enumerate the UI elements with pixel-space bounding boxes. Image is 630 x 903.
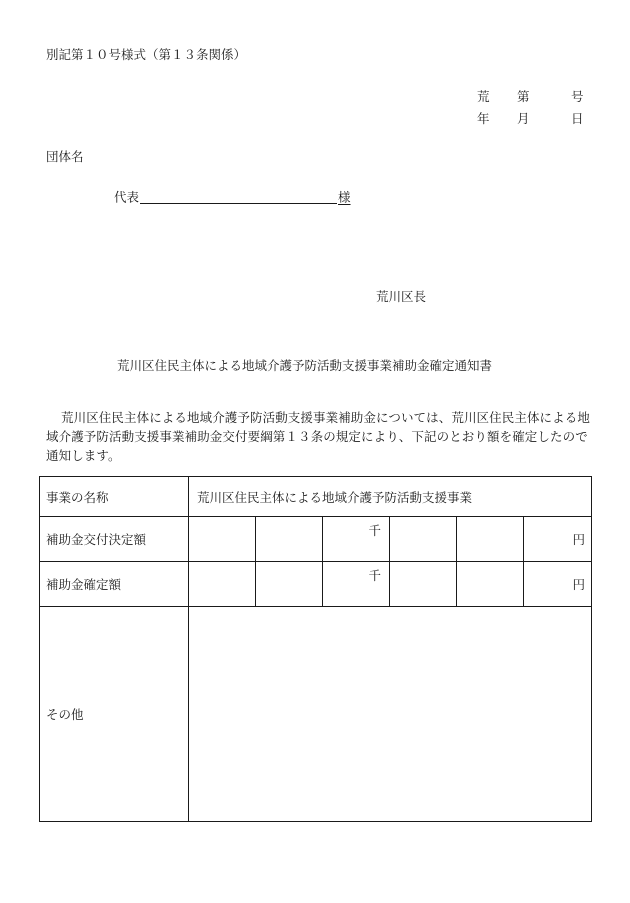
notice-table	[39, 476, 592, 822]
other-value-field[interactable]	[189, 607, 592, 822]
reference-dai: 第	[517, 89, 530, 104]
confirmed-amount-digit-5[interactable]	[457, 562, 524, 607]
project-name-row	[40, 477, 592, 517]
reference-number-row	[473, 91, 585, 107]
other-row	[40, 607, 592, 822]
thousand-unit: 千	[368, 568, 381, 583]
project-name-label: 事業の名称	[40, 477, 189, 517]
confirmed-amount-label: 補助金確定額	[40, 562, 189, 607]
document-title: 荒川区住民主体による地域介護予防活動支援事業補助金確定通知書	[117, 358, 493, 373]
yen-unit: 円	[572, 532, 586, 547]
issuer: 荒川区長	[376, 289, 427, 304]
decided-amount-digit-3[interactable]	[323, 517, 390, 562]
project-name-value: 荒川区住民主体による地域介護予防活動支援事業	[189, 477, 592, 517]
body-paragraph: 荒川区住民主体による地域介護予防活動支援事業補助金については、荒川区住民主体による地域介護予防活動支援事業補助金交付要綱第１３条の規定により、下記のとおり額を確定したので通知します。	[46, 410, 590, 463]
decided-amount-digit-4[interactable]	[390, 517, 457, 562]
date-month: 月	[517, 111, 530, 126]
reference-go: 号	[571, 89, 584, 104]
confirmed-amount-digit-2[interactable]	[256, 562, 323, 607]
representative-label: 代表	[114, 189, 140, 205]
decided-amount-digit-1[interactable]	[189, 517, 256, 562]
decided-amount-digit-5[interactable]	[457, 517, 524, 562]
decided-amount-row	[40, 517, 592, 562]
thousand-unit: 千	[368, 523, 381, 538]
reference-prefix: 荒	[477, 89, 490, 104]
confirmed-amount-digit-6[interactable]	[524, 562, 592, 607]
yen-unit: 円	[572, 577, 586, 592]
representative-suffix: 様	[338, 189, 351, 205]
date-day: 日	[571, 111, 584, 126]
reference-date-row	[473, 113, 585, 129]
confirmed-amount-row	[40, 562, 592, 607]
decided-amount-digit-2[interactable]	[256, 517, 323, 562]
decided-amount-label: 補助金交付決定額	[40, 517, 189, 562]
representative-name-field[interactable]	[140, 190, 337, 204]
form-number: 別記第１０号様式（第１３条関係）	[46, 47, 247, 62]
other-label: その他	[40, 607, 189, 822]
confirmed-amount-digit-4[interactable]	[390, 562, 457, 607]
reference-block	[473, 91, 585, 129]
confirmed-amount-digit-1[interactable]	[189, 562, 256, 607]
representative-line	[114, 190, 351, 204]
decided-amount-digit-6[interactable]	[524, 517, 592, 562]
organization-label: 団体名	[46, 149, 84, 164]
confirmed-amount-digit-3[interactable]	[323, 562, 390, 607]
date-year: 年	[477, 111, 490, 126]
